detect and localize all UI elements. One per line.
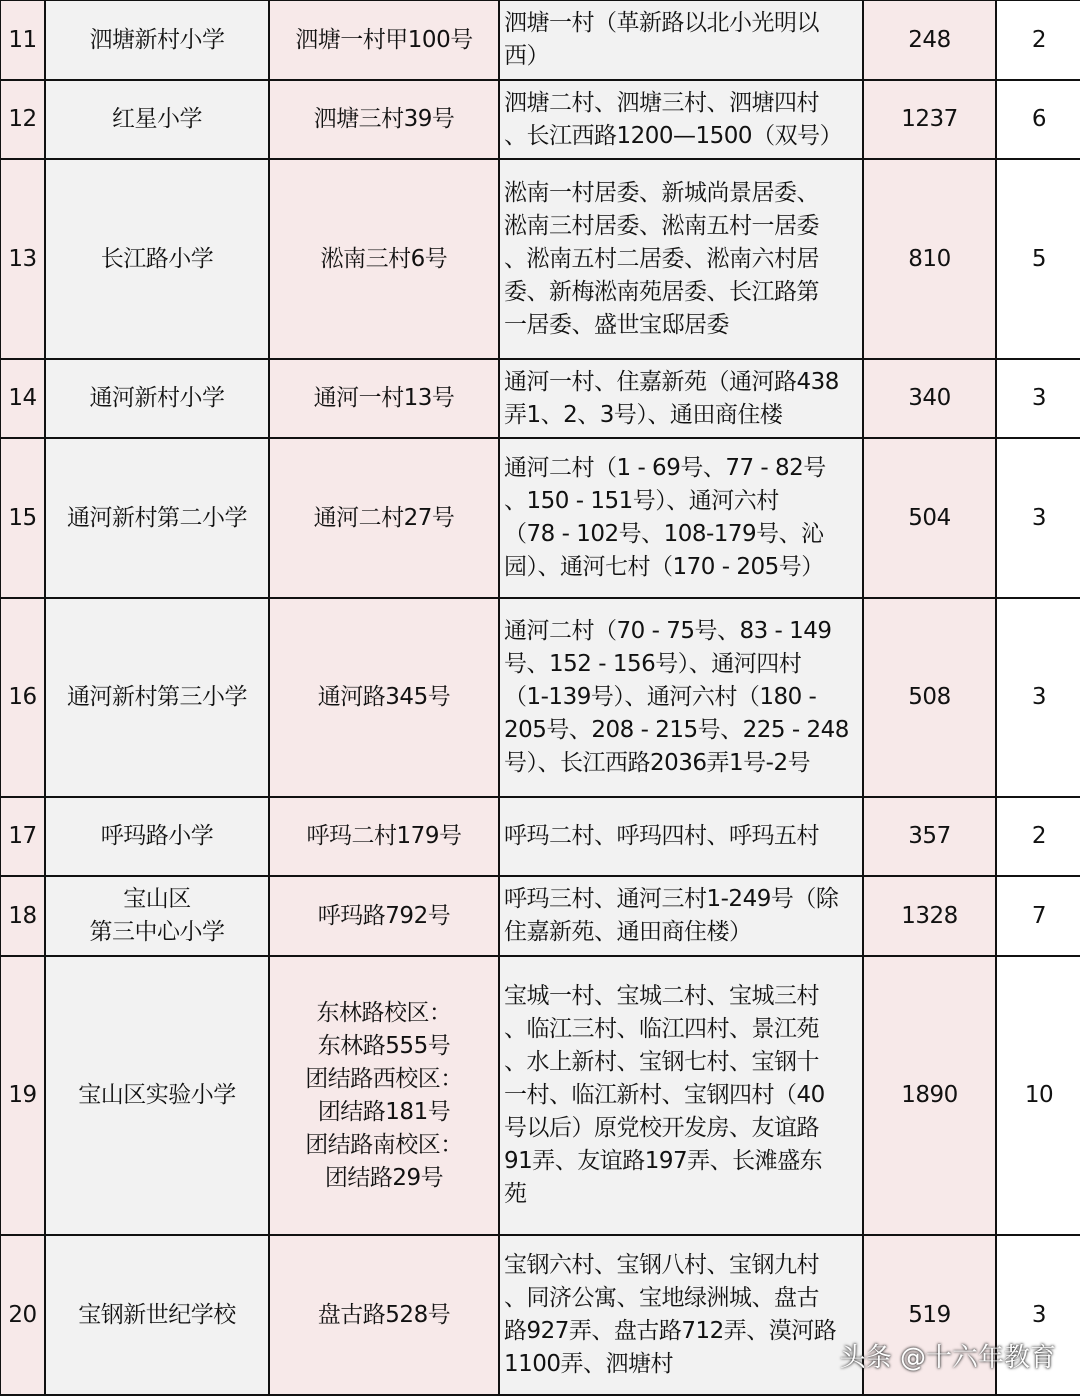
school-address: 通河路345号 xyxy=(269,598,499,797)
school-address: 呼玛二村179号 xyxy=(269,797,499,876)
school-name: 宝钢新世纪学校 xyxy=(45,1235,269,1395)
table-row xyxy=(0,876,1080,956)
watermark: 头条 @十六年教育 xyxy=(839,1343,1056,1373)
student-count: 1237 xyxy=(863,80,996,159)
school-name: 宝山区 第三中心小学 xyxy=(45,876,269,956)
row-number: 14 xyxy=(0,359,45,438)
school-name: 通河新村第二小学 xyxy=(45,438,269,598)
school-address: 东林路校区： 东林路555号 团结路西校区： 团结路181号 团结路南校区： 团结路29号 xyxy=(269,956,499,1235)
student-count: 248 xyxy=(863,0,996,80)
student-count: 1890 xyxy=(863,956,996,1235)
class-count: 10 xyxy=(996,956,1080,1235)
row-number: 12 xyxy=(0,80,45,159)
table-row xyxy=(0,0,1080,80)
student-count: 340 xyxy=(863,359,996,438)
school-address: 通河二村27号 xyxy=(269,438,499,598)
enrollment-area: 泗塘二村、泗塘三村、泗塘四村 、长江西路1200—1500（双号） xyxy=(499,80,863,159)
class-count: 3 xyxy=(996,359,1080,438)
school-address: 盘古路528号 xyxy=(269,1235,499,1395)
student-count: 504 xyxy=(863,438,996,598)
school-name: 长江路小学 xyxy=(45,159,269,359)
enrollment-area: 宝城一村、宝城二村、宝城三村 、临江三村、临江四村、景江苑 、水上新村、宝钢七村、宝钢十 一村、临江新村、宝钢四村（40 号以后）原党校开发房、友谊路 91弄、友谊路197弄、长滩盛东 苑 xyxy=(499,956,863,1235)
student-count: 519 xyxy=(863,1235,996,1395)
enrollment-area: 通河一村、住嘉新苑（通河路438 弄1、2、3号）、通田商住楼 xyxy=(499,359,863,438)
school-address: 泗塘三村39号 xyxy=(269,80,499,159)
row-number: 11 xyxy=(0,0,45,80)
row-number: 20 xyxy=(0,1235,45,1395)
enrollment-area: 通河二村（1 - 69号、77 - 82号 、150 - 151号）、通河六村 （78 - 102号、108-179号、沁 园）、通河七村（170 - 205号） xyxy=(499,438,863,598)
row-number: 16 xyxy=(0,598,45,797)
table-row xyxy=(0,159,1080,359)
enrollment-area: 宝钢六村、宝钢八村、宝钢九村 、同济公寓、宝地绿洲城、盘古 路927弄、盘古路712弄、漠河路 1100弄、泗塘村 xyxy=(499,1235,863,1395)
school-address: 淞南三村6号 xyxy=(269,159,499,359)
class-count: 7 xyxy=(996,876,1080,956)
table-row xyxy=(0,438,1080,598)
school-name: 宝山区实验小学 xyxy=(45,956,269,1235)
enrollment-area: 淞南一村居委、新城尚景居委、 淞南三村居委、淞南五村一居委 、淞南五村二居委、淞南六村居 委、新梅淞南苑居委、长江路第 一居委、盛世宝邸居委 xyxy=(499,159,863,359)
enrollment-area: 泗塘一村（革新路以北小光明以 西） xyxy=(499,0,863,80)
school-address: 泗塘一村甲100号 xyxy=(269,0,499,80)
student-count: 357 xyxy=(863,797,996,876)
school-address: 呼玛路792号 xyxy=(269,876,499,956)
class-count: 3 xyxy=(996,438,1080,598)
row-number: 17 xyxy=(0,797,45,876)
school-address: 通河一村13号 xyxy=(269,359,499,438)
table-row xyxy=(0,359,1080,438)
class-count: 6 xyxy=(996,80,1080,159)
class-count: 2 xyxy=(996,797,1080,876)
class-count: 3 xyxy=(996,598,1080,797)
row-number: 13 xyxy=(0,159,45,359)
enrollment-area: 呼玛三村、通河三村1-249号（除 住嘉新苑、通田商住楼） xyxy=(499,876,863,956)
table-row xyxy=(0,956,1080,1235)
table-row xyxy=(0,797,1080,876)
class-count: 2 xyxy=(996,0,1080,80)
table-row xyxy=(0,80,1080,159)
enrollment-area: 通河二村（70 - 75号、83 - 149 号、152 - 156号）、通河四村 （1-139号）、通河六村（180 - 205号、208 - 215号、225 - 248 号）、长江西路2036弄1号-2号 xyxy=(499,598,863,797)
enrollment-area: 呼玛二村、呼玛四村、呼玛五村 xyxy=(499,797,863,876)
row-number: 19 xyxy=(0,956,45,1235)
school-name: 呼玛路小学 xyxy=(45,797,269,876)
school-name: 红星小学 xyxy=(45,80,269,159)
school-name: 通河新村第三小学 xyxy=(45,598,269,797)
school-name: 泗塘新村小学 xyxy=(45,0,269,80)
row-number: 15 xyxy=(0,438,45,598)
school-name: 通河新村小学 xyxy=(45,359,269,438)
class-count: 5 xyxy=(996,159,1080,359)
row-number: 18 xyxy=(0,876,45,956)
class-count: 3 xyxy=(996,1235,1080,1395)
student-count: 508 xyxy=(863,598,996,797)
table-row xyxy=(0,598,1080,797)
student-count: 1328 xyxy=(863,876,996,956)
student-count: 810 xyxy=(863,159,996,359)
